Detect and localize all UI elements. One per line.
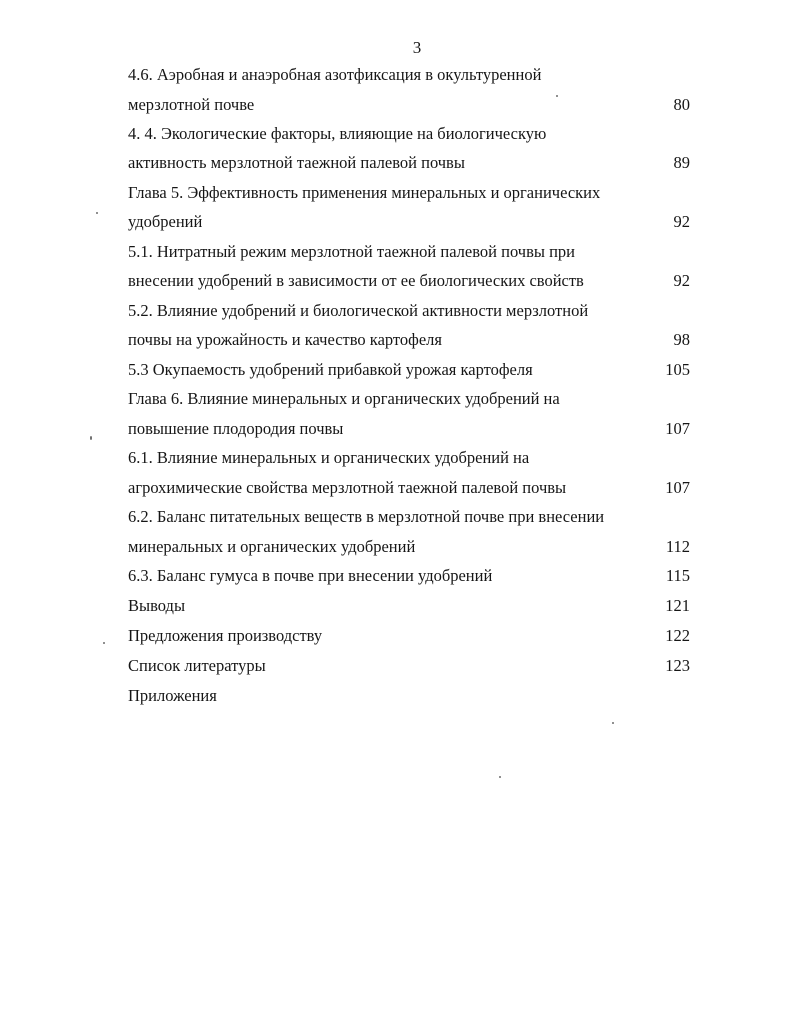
toc-entry-page: 107 xyxy=(665,419,690,438)
scan-speck xyxy=(556,95,558,97)
toc-line xyxy=(128,418,690,440)
toc-line xyxy=(128,565,690,587)
scan-speck xyxy=(96,212,98,214)
toc-entry-text: активность мерзлотной таежной палевой почвы xyxy=(128,153,465,172)
toc-entry-text: 4.6. Аэробная и анаэробная азотфиксация в окультуренной xyxy=(128,65,542,84)
toc-entry-text: Глава 5. Эффективность применения минеральных и органических xyxy=(128,183,601,202)
scan-speck xyxy=(499,776,501,778)
toc-line xyxy=(128,211,690,233)
toc-entry-text: внесении удобрений в зависимости от ее биологических свойств xyxy=(128,271,584,290)
scan-speck xyxy=(612,722,614,724)
page-number: 3 xyxy=(412,38,422,57)
toc-line xyxy=(128,329,690,351)
toc-entry-text: 5.3 Окупаемость удобрений прибавкой урожая картофеля xyxy=(128,360,533,379)
scan-speck xyxy=(103,642,105,644)
toc-entry-page: 80 xyxy=(673,95,690,114)
toc-entry-page: 92 xyxy=(673,271,690,290)
toc-line xyxy=(128,241,690,263)
toc-line xyxy=(128,388,690,410)
toc-entry-page: 89 xyxy=(673,153,690,172)
toc-entry-text: 5.2. Влияние удобрений и биологической активности мерзлотной xyxy=(128,301,589,320)
toc-entry-page: 92 xyxy=(673,212,690,231)
toc-entry-text: агрохимические свойства мерзлотной таежной палевой почвы xyxy=(128,478,567,497)
toc-line xyxy=(128,655,690,677)
toc-entry-text: 5.1. Нитратный режим мерзлотной таежной палевой почвы при xyxy=(128,242,575,261)
toc-line xyxy=(128,152,690,174)
toc-entry-text: минеральных и органических удобрений xyxy=(128,537,416,556)
toc-line xyxy=(128,123,690,145)
toc-line xyxy=(128,536,690,558)
toc-entry-page: 123 xyxy=(665,656,690,675)
toc-entry-text: Глава 6. Влияние минеральных и органических удобрений на xyxy=(128,389,560,408)
toc-entry-text: почвы на урожайность и качество картофеля xyxy=(128,330,443,349)
toc-line xyxy=(128,685,690,707)
toc-line xyxy=(128,270,690,292)
toc-line xyxy=(128,477,690,499)
toc-line xyxy=(128,359,690,381)
toc-entry-page: 115 xyxy=(665,566,690,585)
toc-entry-text: 6.2. Баланс питательных веществ в мерзлотной почве при внесении xyxy=(128,507,605,526)
toc-entry-text: Приложения xyxy=(128,686,217,705)
toc-entry-text: удобрений xyxy=(128,212,203,231)
toc-line xyxy=(128,64,690,86)
toc-entry-text: Список литературы xyxy=(128,656,266,675)
toc-entry-text: повышение плодородия почвы xyxy=(128,419,344,438)
toc-line xyxy=(128,595,690,617)
toc-entry-page: 121 xyxy=(665,596,690,615)
toc-entry-page: 122 xyxy=(665,626,690,645)
toc-entry-text: Предложения производству xyxy=(128,626,323,645)
toc-entry-text: 4. 4. Экологические факторы, влияющие на биологическую xyxy=(128,124,547,143)
toc-line xyxy=(128,94,690,116)
toc-line xyxy=(128,506,690,528)
toc-entry-text: Выводы xyxy=(128,596,186,615)
scan-speck xyxy=(90,436,92,440)
toc-entry-page: 98 xyxy=(673,330,690,349)
toc-entry-text: 6.1. Влияние минеральных и органических удобрений на xyxy=(128,448,530,467)
toc-entry-text: мерзлотной почве xyxy=(128,95,255,114)
toc-line xyxy=(128,300,690,322)
toc-line xyxy=(128,447,690,469)
toc-entry-page: 105 xyxy=(665,360,690,379)
toc-line xyxy=(128,625,690,647)
toc-entry-text: 6.3. Баланс гумуса в почве при внесении удобрений xyxy=(128,566,493,585)
toc-line xyxy=(128,182,690,204)
toc-entry-page: 112 xyxy=(665,537,690,556)
toc-entry-page: 107 xyxy=(665,478,690,497)
